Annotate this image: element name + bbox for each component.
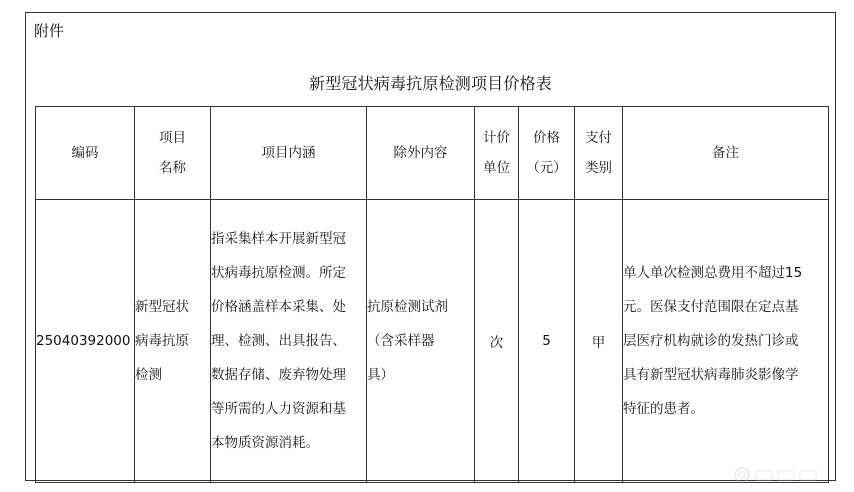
cell-name: 新型冠状 病毒抗原 检测 <box>135 200 211 483</box>
header-content: 项目内涵 <box>211 107 367 200</box>
document-frame <box>25 12 836 481</box>
cell-code: 25040392000 <box>36 200 135 483</box>
cell-payment-category: 甲 <box>575 200 623 483</box>
header-name: 项目 名称 <box>135 107 211 200</box>
cell-content: 指采集样本开展新型冠 状病毒抗原检测。所定 价格涵盖样本采集、处 理、检测、出具报告、 数据存储、废弃物处理 等所需的人力资源和基 本物质资源消耗。 <box>211 200 367 483</box>
header-unit: 计价 单位 <box>475 107 519 200</box>
cell-remarks: 单人单次检测总费用不超过15 元。医保支付范围限在定点基 层医疗机构就诊的发热门诊或 具有新型冠状病毒肺炎影像学 特征的患者。 <box>623 200 829 483</box>
page-title: 新型冠状病毒抗原检测项目价格表 <box>308 74 552 93</box>
table-header-row <box>36 107 829 200</box>
cell-price: 5 <box>519 200 575 483</box>
header-exclusion: 除外内容 <box>367 107 475 200</box>
table-row <box>36 200 829 483</box>
price-table <box>35 106 829 483</box>
cell-unit: 次 <box>475 200 519 483</box>
watermark-logo-icon <box>732 464 832 486</box>
attachment-label: 附件 <box>34 22 65 40</box>
header-remarks: 备注 <box>623 107 829 200</box>
cell-exclusion: 抗原检测试剂 （含采样器 具） <box>367 200 475 483</box>
header-payment-category: 支付 类别 <box>575 107 623 200</box>
header-price: 价格 （元） <box>519 107 575 200</box>
header-code: 编码 <box>36 107 135 200</box>
